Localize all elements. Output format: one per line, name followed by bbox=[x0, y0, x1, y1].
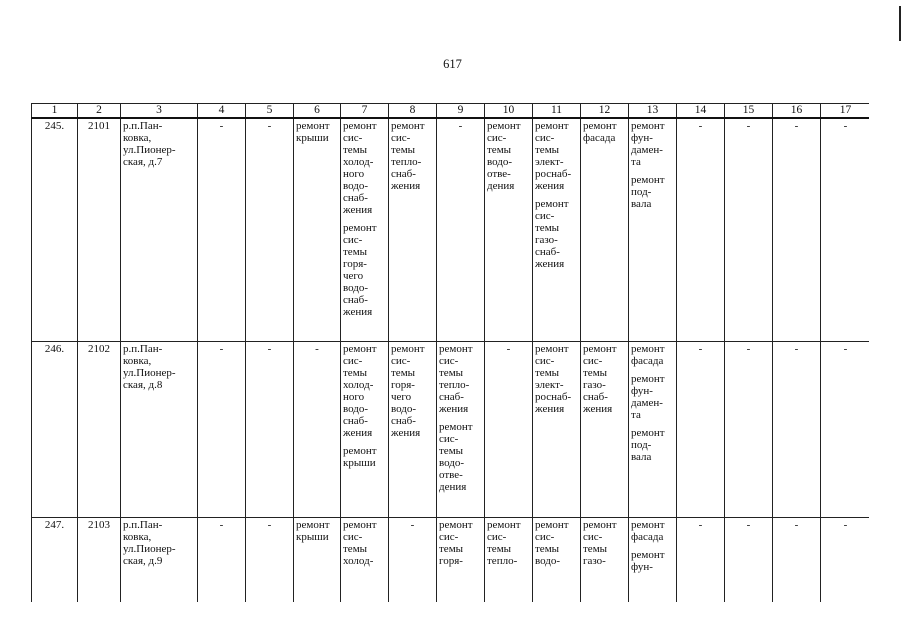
cell-text: ремонт фун- bbox=[631, 548, 665, 573]
column-number-cell: 9 bbox=[437, 104, 485, 119]
cell-text: ремонт сис- темы газо- снаб- жения bbox=[583, 342, 617, 415]
table-cell bbox=[725, 517, 773, 602]
cell-text: ремонт сис- темы элект- роснаб- жения bbox=[535, 342, 572, 415]
table-row bbox=[32, 517, 870, 602]
table-cell bbox=[246, 118, 294, 341]
cell-text: - bbox=[746, 518, 751, 531]
cell-text: - bbox=[506, 342, 511, 355]
column-number-cell: 10 bbox=[485, 104, 533, 119]
column-number-cell: 5 bbox=[246, 104, 294, 119]
table-cell bbox=[533, 118, 581, 341]
cell-text: ремонт под- вала bbox=[631, 174, 665, 210]
column-number-cell: 8 bbox=[389, 104, 437, 119]
column-number-cell: 2 bbox=[78, 104, 121, 119]
table-row bbox=[32, 118, 870, 341]
cell-text: - bbox=[794, 120, 799, 132]
table-cell bbox=[121, 118, 198, 341]
cell-text: ремонт крыши bbox=[343, 444, 377, 469]
table-cell bbox=[581, 517, 629, 602]
column-number-cell: 13 bbox=[629, 104, 677, 119]
repair-schedule-table bbox=[31, 103, 869, 602]
table-cell bbox=[437, 517, 485, 602]
cell-text: ремонт фасада bbox=[631, 518, 665, 543]
table-cell bbox=[389, 118, 437, 341]
cell-text: ремонт сис- темы водо- bbox=[535, 518, 569, 567]
cell-text: ремонт сис- темы тепло- снаб- жения bbox=[439, 342, 473, 415]
table-row bbox=[32, 341, 870, 517]
table-cell bbox=[677, 341, 725, 517]
cell-text: ремонт сис- темы водо- отве- дения bbox=[439, 420, 473, 493]
table-cell bbox=[581, 118, 629, 341]
table-cell bbox=[294, 517, 341, 602]
table-cell bbox=[121, 517, 198, 602]
table-cell bbox=[198, 517, 246, 602]
table-cell bbox=[629, 341, 677, 517]
cell-text: ремонт фун- дамен- та bbox=[631, 372, 665, 421]
table-cell bbox=[78, 341, 121, 517]
cell-text: ремонт фун- дамен- та bbox=[631, 120, 665, 168]
cell-text: 2103 bbox=[88, 518, 110, 531]
cell-text: - bbox=[267, 518, 272, 531]
table-cell bbox=[341, 517, 389, 602]
cell-text: ремонт сис- темы холод- ного водо- снаб- жения bbox=[343, 342, 377, 439]
table-cell bbox=[246, 341, 294, 517]
table-cell bbox=[725, 341, 773, 517]
table-cell bbox=[389, 341, 437, 517]
table-cell bbox=[32, 341, 78, 517]
cell-text: - bbox=[410, 518, 415, 531]
table-cell bbox=[533, 341, 581, 517]
column-number-cell: 7 bbox=[341, 104, 389, 119]
table-cell bbox=[581, 341, 629, 517]
table-cell bbox=[677, 118, 725, 341]
column-number-cell: 14 bbox=[677, 104, 725, 119]
cell-text: - bbox=[219, 342, 224, 355]
cell-text: - bbox=[843, 518, 848, 531]
table-cell bbox=[821, 517, 870, 602]
cell-text: - bbox=[219, 120, 224, 132]
cell-text: ремонт сис- темы горя- чего водо- снаб- жения bbox=[391, 342, 425, 439]
table-cell bbox=[773, 517, 821, 602]
column-number-cell: 15 bbox=[725, 104, 773, 119]
cell-text: ремонт под- вала bbox=[631, 426, 665, 463]
cell-text: - bbox=[746, 120, 751, 132]
cell-text: ремонт сис- темы элект- роснаб- жения bbox=[535, 120, 572, 192]
column-number-cell: 12 bbox=[581, 104, 629, 119]
column-number-cell: 4 bbox=[198, 104, 246, 119]
cell-text: ремонт сис- темы водо- отве- дения bbox=[487, 120, 521, 192]
table-cell bbox=[78, 118, 121, 341]
table-cell bbox=[437, 118, 485, 341]
table-cell bbox=[773, 341, 821, 517]
table-cell bbox=[821, 341, 870, 517]
cell-text: - bbox=[794, 342, 799, 355]
cell-text: - bbox=[267, 342, 272, 355]
cell-text: р.п.Пан- ковка, ул.Пионер- ская, д.9 bbox=[123, 518, 176, 567]
cell-text: - bbox=[843, 120, 848, 132]
cell-text: 247. bbox=[44, 518, 65, 531]
cell-text: ремонт сис- темы тепло- bbox=[487, 518, 521, 567]
column-number-cell: 6 bbox=[294, 104, 341, 119]
column-number-cell: 1 bbox=[32, 104, 78, 119]
table-cell bbox=[677, 517, 725, 602]
cell-text: ремонт крыши bbox=[296, 518, 330, 543]
cell-text: ремонт сис- темы газо- bbox=[583, 518, 617, 567]
table-cell bbox=[341, 118, 389, 341]
table-cell bbox=[485, 517, 533, 602]
cell-text: - bbox=[794, 518, 799, 531]
cell-text: - bbox=[458, 120, 463, 132]
cell-text: ремонт крыши bbox=[296, 120, 330, 144]
table-cell bbox=[198, 341, 246, 517]
cell-text: ремонт фасада bbox=[631, 342, 665, 367]
table-cell bbox=[341, 341, 389, 517]
table-cell bbox=[198, 118, 246, 341]
page-number: 617 bbox=[443, 57, 462, 71]
repair-schedule-table-wrap bbox=[31, 103, 869, 602]
page-edge-mark bbox=[899, 6, 901, 41]
table-cell bbox=[32, 118, 78, 341]
cell-text: - bbox=[315, 342, 319, 355]
cell-text: - bbox=[843, 342, 848, 355]
table-cell bbox=[773, 118, 821, 341]
cell-text: 245. bbox=[44, 120, 65, 132]
cell-text: ремонт сис- темы горя- чего водо- снаб- жения bbox=[343, 222, 377, 318]
cell-text: - bbox=[746, 342, 751, 355]
table-cell bbox=[725, 118, 773, 341]
table-cell bbox=[294, 341, 341, 517]
cell-text: р.п.Пан- ковка, ул.Пионер- ская, д.7 bbox=[123, 120, 176, 168]
table-cell bbox=[629, 517, 677, 602]
header-row bbox=[32, 104, 870, 119]
table-cell bbox=[32, 517, 78, 602]
table-cell bbox=[437, 341, 485, 517]
cell-text: ремонт сис- темы холод- ного водо- снаб- жения bbox=[343, 120, 377, 216]
table-cell bbox=[629, 118, 677, 341]
cell-text: - bbox=[219, 518, 224, 531]
table-cell bbox=[389, 517, 437, 602]
column-number-cell: 17 bbox=[821, 104, 870, 119]
table-cell bbox=[485, 341, 533, 517]
cell-text: ремонт фасада bbox=[583, 120, 617, 144]
table-cell bbox=[246, 517, 294, 602]
cell-text: - bbox=[698, 342, 703, 355]
cell-text: - bbox=[267, 120, 272, 132]
cell-text: ремонт сис- темы газо- снаб- жения bbox=[535, 198, 569, 270]
column-number-cell: 3 bbox=[121, 104, 198, 119]
table-cell bbox=[821, 118, 870, 341]
cell-text: 246. bbox=[44, 342, 65, 355]
table-cell bbox=[485, 118, 533, 341]
cell-text: ремонт сис- темы холод- bbox=[343, 518, 377, 567]
column-number-cell: 16 bbox=[773, 104, 821, 119]
cell-text: - bbox=[698, 518, 703, 531]
cell-text: ремонт сис- темы горя- bbox=[439, 518, 473, 567]
cell-text: 2101 bbox=[88, 120, 110, 132]
table-cell bbox=[78, 517, 121, 602]
table-cell bbox=[121, 341, 198, 517]
cell-text: ремонт сис- темы тепло- снаб- жения bbox=[391, 120, 425, 192]
table-cell bbox=[533, 517, 581, 602]
column-number-cell: 11 bbox=[533, 104, 581, 119]
cell-text: р.п.Пан- ковка, ул.Пионер- ская, д.8 bbox=[123, 342, 176, 391]
cell-text: 2102 bbox=[88, 342, 110, 355]
cell-text: - bbox=[698, 120, 703, 132]
table-cell bbox=[294, 118, 341, 341]
